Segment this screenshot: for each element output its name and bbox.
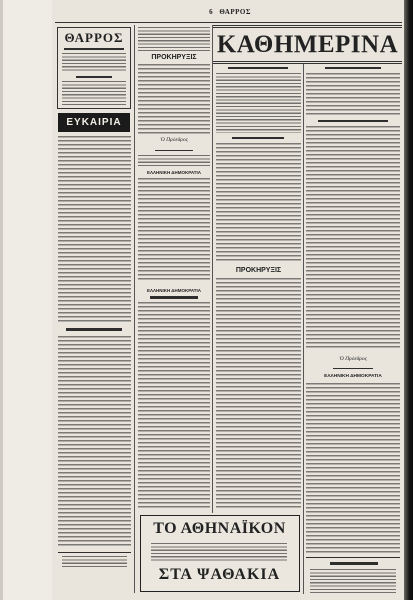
footnote-text [62, 556, 127, 567]
article-text [216, 143, 301, 263]
notice-text [138, 178, 210, 282]
column-subheading [228, 67, 288, 69]
notice-heading: ΠΡΟΚΗΡΥΞΙΣ [151, 54, 197, 61]
article-text [58, 336, 131, 546]
signature: Ὁ Πρόεδρος [339, 356, 367, 362]
notice-text [138, 302, 210, 508]
divider [58, 552, 131, 553]
notice-text [138, 64, 210, 134]
advertisement-box [140, 515, 300, 592]
ad-text [310, 569, 396, 593]
article-subheading [66, 328, 122, 331]
section-title: ΚΑΘΗΜΕΡΙΝΑ [216, 31, 399, 58]
page-header [195, 8, 265, 19]
article-text [306, 73, 400, 115]
subscription-box [57, 27, 131, 109]
ad-heading [330, 562, 378, 565]
scan-edge-left [0, 0, 3, 600]
listing-table [216, 73, 301, 133]
signature: Ὁ Πρόεδρος [160, 137, 188, 143]
box-title: ΘΑΡΡΟΣ [64, 30, 124, 45]
article-text [58, 136, 131, 324]
notice-header-text [138, 27, 210, 51]
notice-text [138, 155, 210, 167]
column-divider [303, 64, 304, 594]
header-rule [55, 22, 402, 23]
republic-heading: ΕΛΛΗΝΙΚΗ ΔΗΜΟΚΡΑΤΙΑ [146, 170, 202, 175]
republic-heading: ΕΛΛΗΝΙΚΗ ΔΗΜΟΚΡΑΤΙΑ [146, 288, 202, 293]
republic-heading: ΕΛΛΗΝΙΚΗ ΔΗΜΟΚΡΑΤΙΑ [324, 374, 382, 379]
scan-edge-right [404, 0, 413, 600]
column-divider [212, 25, 213, 513]
notice-text [216, 278, 301, 508]
masthead: ΘΑΡΡΟΣ [219, 8, 251, 16]
divider [306, 557, 400, 558]
ad-text [151, 543, 287, 561]
article-text [306, 126, 400, 348]
section-rule-bottom [213, 61, 402, 64]
column-divider [134, 25, 135, 593]
notice-heading: ΠΡΟΚΗΡΥΞΙΣ [235, 267, 282, 274]
box-subheading [76, 76, 112, 78]
box-rule [64, 48, 124, 50]
notice-subheading [150, 296, 198, 299]
ad-subtitle: ΣΤΑ ΨΑΘΑΚΙΑ [158, 566, 281, 583]
banner-heading: ΕΥΚΑΙΡΙΑ [58, 113, 130, 132]
page-number: 6 [209, 8, 214, 16]
column-subheading [318, 120, 388, 122]
divider [333, 368, 373, 369]
column-subheading [325, 67, 381, 69]
text-block [62, 81, 126, 105]
text-block [62, 53, 126, 73]
column-subheading [232, 137, 284, 139]
ad-title: ΤΟ ΑΘΗΝΑΪΚΟΝ [153, 520, 286, 537]
notice-text [306, 383, 400, 553]
page-margin [0, 0, 52, 600]
divider [155, 150, 193, 151]
